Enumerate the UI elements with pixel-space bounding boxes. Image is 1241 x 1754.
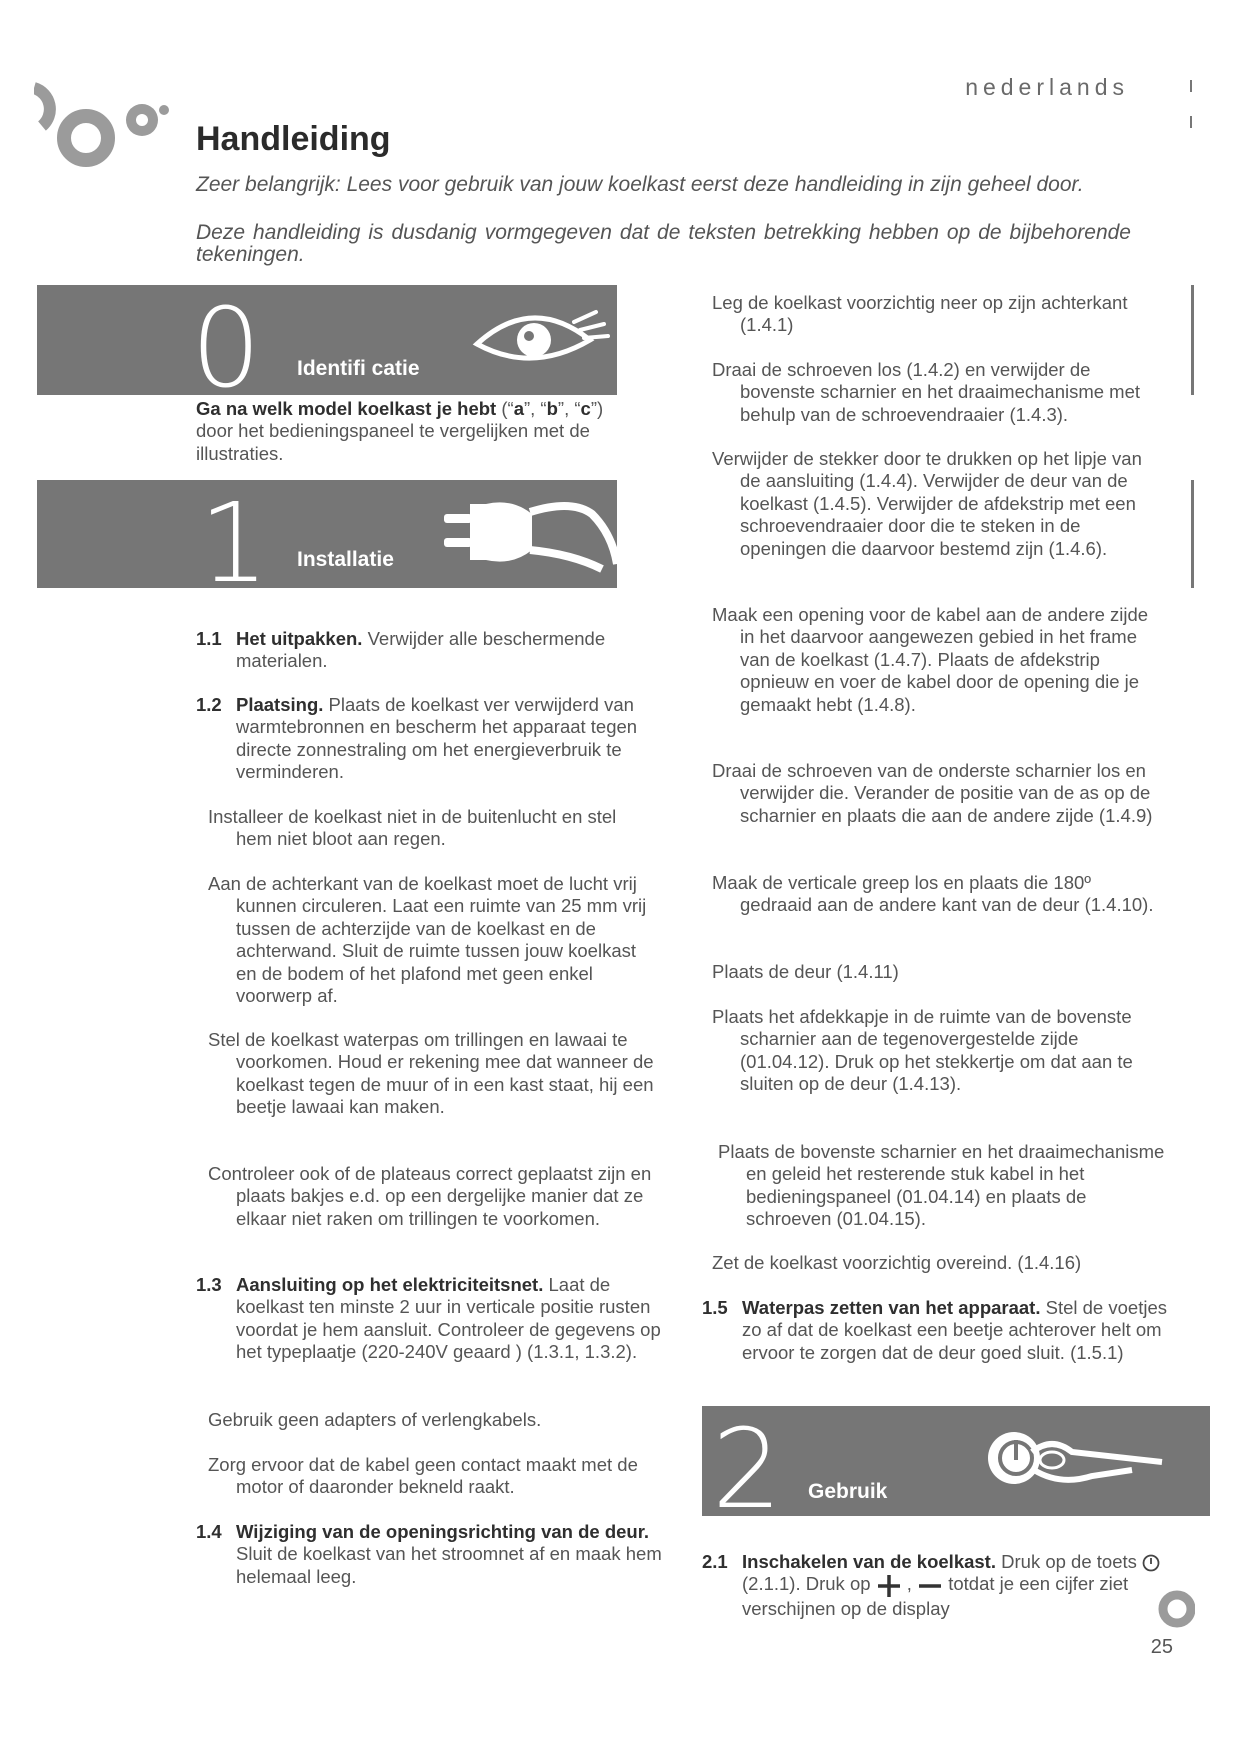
section-2-number: 2 [712, 1406, 782, 1516]
identify-text: Ga na welk model koelkast je hebt (“a”, “b”, “c”) door het bedieningspaneel te vergelijken met de illustraties. [196, 398, 604, 464]
section-2-label: Gebruik [808, 1480, 888, 1503]
section-0-number: 0 [191, 285, 261, 395]
edge-tick [1190, 80, 1192, 92]
power-button-finger-icon [982, 1418, 1182, 1498]
paragraph-outdoor: Installeer de koelkast niet in de buitenlucht en stel hem niet bloot aan regen. [208, 806, 617, 850]
plus-icon [876, 1574, 902, 1598]
plug-icon [442, 494, 617, 574]
step-cover-cap: Plaats het afdekkapje in de ruimte van de bovenste scharnier aan de tegenovergestelde zijde (01.04.12). Druk op het stekkertje om dat aan te sluiten op de deur (1.4.13). [712, 1006, 1133, 1095]
eye-icon [472, 300, 612, 372]
edge-bar [1191, 480, 1194, 588]
power-icon [1142, 1554, 1160, 1572]
step-lay-down: Leg de koelkast voorzichtig neer op zijn achterkant (1.4.1) [712, 292, 1128, 336]
paragraph-shelves: Controleer ook of de plateaus correct geplaatst zijn en plaats bakjes e.d. op een dergelijke manier dat ze elkaar niet raken om trillingen te voorkomen. [208, 1163, 652, 1229]
step-hinge: Draai de schroeven los (1.4.2) en verwijder de bovenste scharnier en het draaimechanisme met behulp van de schroevendraaier (1.4.3). [712, 359, 1141, 425]
intro-important: Zeer belangrijk: Lees voor gebruik van jouw koelkast eerst deze handleiding in zijn geheel door. [196, 173, 1084, 196]
section-1-4: 1.4 Wijziging van de openingsrichting van de deur. Sluit de koelkast van het stroomnet af en maak hem helemaal leeg. [196, 1521, 662, 1587]
step-upright: Zet de koelkast voorzichtig overeind. (1.4.16) [712, 1252, 1082, 1273]
section-0-label: Identifi catie [297, 357, 420, 380]
step-handle: Maak de verticale greep los en plaats die 180º gedraaid aan de andere kant van de deur (1.4.10). [712, 872, 1154, 916]
paragraph-ventilation: Aan de achterkant van de koelkast moet de lucht vrij kunnen circuleren. Laat een ruimte van 25 mm vrij tussen de achterzijde van de koelkast en de achterwand. Sluit de ruimte tussen jouw koelkast en de bodem of het plafond met geen enkel voorwerp af. [208, 873, 647, 1007]
section-2-banner [702, 1406, 1210, 1516]
intro-layout: Deze handleiding is dusdanig vormgegeven dat de teksten betrekking hebben op de bijbehorende tekeningen. [196, 221, 1131, 266]
paragraph-level: Stel de koelkast waterpas om trillingen en lawaai te voorkomen. Houd er rekening mee dat wanneer de koelkast tegen de muur of in een kast staat, hij een beetje lawaai kan maken. [208, 1029, 654, 1118]
page-number: 25 [1150, 1636, 1173, 1658]
section-1-banner [37, 480, 617, 588]
paragraph-adapters: Gebruik geen adapters of verlengkabels. [208, 1409, 542, 1430]
brand-logo [34, 78, 174, 188]
section-1-3: 1.3 Aansluiting op het elektriciteitsnet. Laat de koelkast ten minste 2 uur in verticale positie rusten voordat je hem aansluit. Controleer de gegevens op het typeplaatje (220-240V geaard ) (1.3.1, 1.3.2). [196, 1274, 661, 1363]
brand-ring [1155, 1585, 1195, 1631]
step-door: Plaats de deur (1.4.11) [712, 961, 899, 982]
section-0-banner [37, 285, 617, 395]
edge-bar [1191, 285, 1194, 395]
language-label: nederlands [965, 74, 1129, 100]
step-lower-hinge: Draai de schroeven van de onderste scharnier los en verwijder die. Verander de positie van de as op de scharnier en plaats die aan de andere zijde (1.4.9) [712, 760, 1153, 826]
step-connector: Verwijder de stekker door te drukken op het lipje van de aansluiting (1.4.4). Verwijder de deur van de koelkast (1.4.5). Verwijder de afdekstrip met een schroevendraaier door die te steken in de openingen die daarvoor bestemd zijn (1.4.6). [712, 448, 1142, 559]
section-2-1: 2.1 Inschakelen van de koelkast. Druk op de toets (2.1.1). Druk op , totdat je een cijfer ziet verschijnen op de display [702, 1551, 1182, 1620]
edge-tick [1190, 116, 1192, 128]
paragraph-cable: Zorg ervoor dat de kabel geen contact maakt met de motor of daaronder bekneld raakt. [208, 1454, 638, 1498]
section-1-1: 1.1 Het uitpakken. Verwijder alle beschermende materialen. [196, 628, 606, 672]
step-cable-opening: Maak een opening voor de kabel aan de andere zijde in het daarvoor aangewezen gebied in het frame van de koelkast (1.4.7). Plaats de afdekstrip opnieuw en voer de kabel door de opening die je gemaakt hebt (1.4.8). [712, 604, 1149, 715]
section-1-2: 1.2 Plaatsing. Plaats de koelkast ver verwijderd van warmtebronnen en bescherm het apparaat tegen directe zonnestraling om het energieverbruik te verminderen. [196, 694, 638, 783]
section-1-label: Installatie [297, 548, 394, 571]
section-1-5: 1.5 Waterpas zetten van het apparaat. Stel de voetjes zo af dat de koelkast een beetje achterover helt om ervoor te zorgen dat de deur goed sluit. (1.5.1) [702, 1297, 1167, 1363]
minus-icon [917, 1574, 943, 1598]
section-1-number: 1 [199, 480, 269, 588]
page-title: Handleiding [196, 120, 391, 158]
step-upper-hinge: Plaats de bovenste scharnier en het draaimechanisme en geleid het resterende stuk kabel in het bedieningspaneel (01.04.14) en plaats de schroeven (01.04.15). [718, 1141, 1165, 1230]
